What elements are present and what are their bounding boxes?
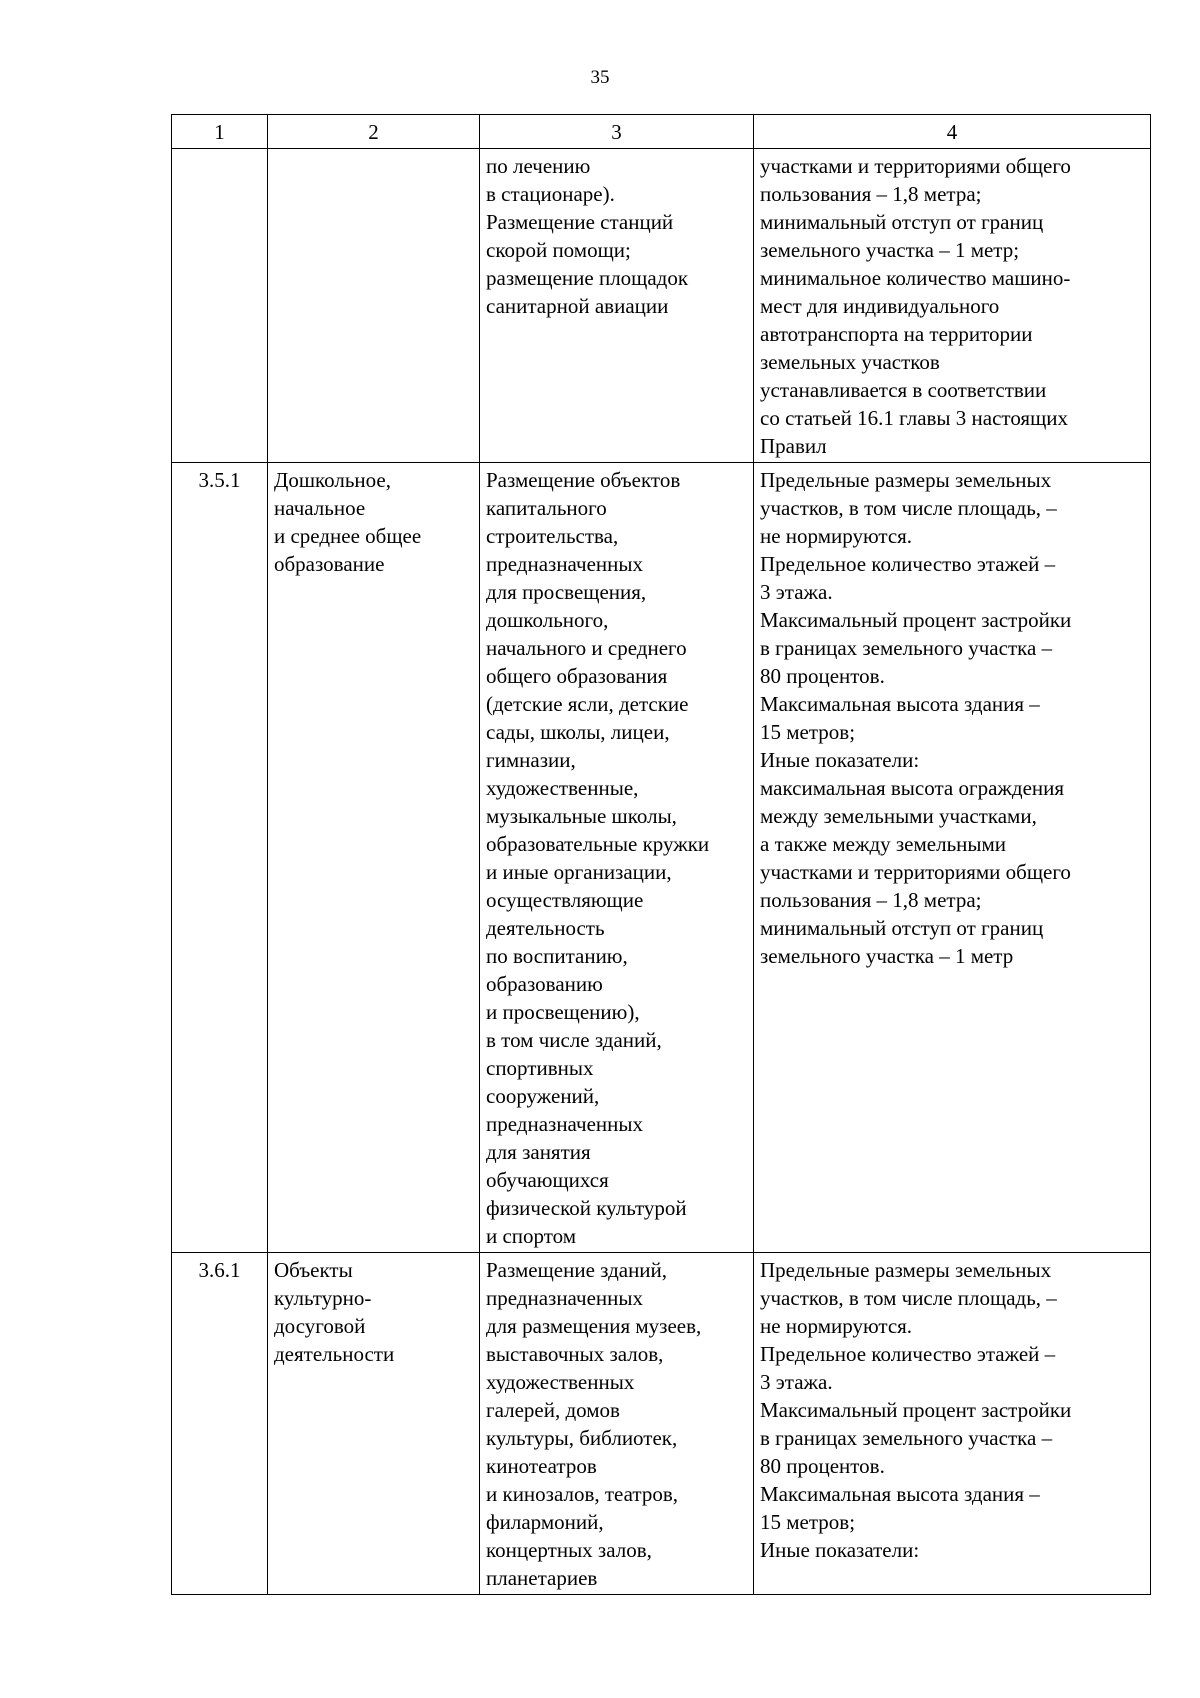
table-row xyxy=(172,1253,1151,1595)
description-line: предназначенных xyxy=(486,1286,644,1310)
description-line: образовательные кружки xyxy=(486,832,710,856)
description-line: кинотеатров xyxy=(486,1454,597,1478)
description-line: для просвещения, xyxy=(486,580,647,604)
parameter-line: Правил xyxy=(760,434,827,458)
description-line: в стационаре). xyxy=(486,182,615,206)
parameter-line: мест для индивидуального xyxy=(760,294,1000,318)
parameter-line: Максимальная высота здания – xyxy=(760,692,1040,716)
row-description-cell xyxy=(480,463,754,1253)
parameter-line: максимальная высота ограждения xyxy=(760,776,1065,800)
description-line: физической культурой xyxy=(486,1196,687,1220)
row-parameters-cell xyxy=(754,1253,1151,1595)
parameter-line: пользования – 1,8 метра; xyxy=(760,182,982,206)
parameter-line: Предельные размеры земельных xyxy=(760,1258,1052,1282)
description-line: и кинозалов, театров, xyxy=(486,1482,678,1506)
parameter-line: Максимальный процент застройки xyxy=(760,608,1072,632)
row-parameters-cell xyxy=(754,149,1151,463)
parameter-line: 3 этажа. xyxy=(760,1370,833,1394)
row-name-cell xyxy=(268,149,480,463)
parameter-line: минимальный отступ от границ xyxy=(760,210,1044,234)
description-line: для занятия xyxy=(486,1140,591,1164)
parameter-line: участками и территориями общего xyxy=(760,154,1071,178)
header-col-2: 2 xyxy=(268,115,480,149)
parameter-line: Предельные размеры земельных xyxy=(760,468,1052,492)
description-line: по лечению xyxy=(486,154,591,178)
description-line: для размещения музеев, xyxy=(486,1314,702,1338)
parameter-line: земельного участка – 1 метр xyxy=(760,944,1014,968)
description-line: по воспитанию, xyxy=(486,944,628,968)
name-line: Дошкольное, xyxy=(274,468,391,492)
parameter-line: Предельное количество этажей – xyxy=(760,1342,1056,1366)
header-col-4: 4 xyxy=(754,115,1151,149)
name-line: культурно- xyxy=(274,1286,372,1310)
parameter-line: в границах земельного участка – xyxy=(760,636,1053,660)
description-line: общего образования xyxy=(486,664,668,688)
description-line: галерей, домов xyxy=(486,1398,620,1422)
parameter-line: 15 метров; xyxy=(760,1510,856,1534)
description-line: начального и среднего xyxy=(486,636,687,660)
row-description-cell xyxy=(480,149,754,463)
parameter-line: земельных участков xyxy=(760,350,940,374)
name-line: Объекты xyxy=(274,1258,353,1282)
description-line: музыкальные школы, xyxy=(486,804,677,828)
parameter-line: не нормируются. xyxy=(760,524,913,548)
name-line: начальное xyxy=(274,496,366,520)
description-line: предназначенных xyxy=(486,552,644,576)
row-name-cell xyxy=(268,463,480,1253)
name-line: досуговой xyxy=(274,1314,366,1338)
parameter-line: Иные показатели: xyxy=(760,748,920,772)
parameter-line: Максимальная высота здания – xyxy=(760,1482,1040,1506)
description-line: художественных xyxy=(486,1370,635,1394)
description-line: Размещение объектов xyxy=(486,468,681,492)
header-col-3: 3 xyxy=(480,115,754,149)
parameter-line: автотранспорта на территории xyxy=(760,322,1033,346)
table-row xyxy=(172,463,1151,1253)
parameter-line: со статьей 16.1 главы 3 настоящих xyxy=(760,406,1068,430)
name-line: и среднее общее xyxy=(274,524,422,548)
description-line: размещение площадок xyxy=(486,266,689,290)
description-line: и иные организации, xyxy=(486,860,672,884)
description-line: деятельность xyxy=(486,916,605,940)
table-row xyxy=(172,149,1151,463)
header-row xyxy=(172,115,1151,149)
parameter-line: Предельное количество этажей – xyxy=(760,552,1056,576)
description-line: филармоний, xyxy=(486,1510,604,1534)
description-line: осуществляющие xyxy=(486,888,644,912)
parameter-line: Иные показатели: xyxy=(760,1538,920,1562)
description-line: строительства, xyxy=(486,524,619,548)
parameter-line: в границах земельного участка – xyxy=(760,1426,1053,1450)
description-line: дошкольного, xyxy=(486,608,609,632)
row-code-cell: 3.5.1 xyxy=(172,463,268,1253)
description-line: спортивных xyxy=(486,1056,594,1080)
description-line: культуры, библиотек, xyxy=(486,1426,678,1450)
header-col-1: 1 xyxy=(172,115,268,149)
description-line: капитального xyxy=(486,496,607,520)
description-line: предназначенных xyxy=(486,1112,644,1136)
parameter-line: 80 процентов. xyxy=(760,664,885,688)
description-line: концертных залов, xyxy=(486,1538,652,1562)
row-description-cell xyxy=(480,1253,754,1595)
row-parameters-cell xyxy=(754,463,1151,1253)
description-line: скорой помощи; xyxy=(486,238,631,262)
description-line: выставочных залов, xyxy=(486,1342,664,1366)
parameter-line: минимальное количество машино- xyxy=(760,266,1071,290)
name-line: образование xyxy=(274,552,385,576)
description-line: и спортом xyxy=(486,1224,577,1248)
description-line: сооружений, xyxy=(486,1084,600,1108)
row-code-cell xyxy=(172,149,268,463)
description-line: в том числе зданий, xyxy=(486,1028,662,1052)
parameter-line: пользования – 1,8 метра; xyxy=(760,888,982,912)
parameter-line: 3 этажа. xyxy=(760,580,833,604)
description-line: (детские ясли, детские xyxy=(486,692,689,716)
parameter-line: между земельными участками, xyxy=(760,804,1037,828)
parameter-line: не нормируются. xyxy=(760,1314,913,1338)
description-line: художественные, xyxy=(486,776,639,800)
zoning-table xyxy=(171,114,1151,1595)
description-line: образованию xyxy=(486,972,603,996)
row-name-cell xyxy=(268,1253,480,1595)
table-body xyxy=(172,149,1151,1595)
parameter-line: участками и территориями общего xyxy=(760,860,1071,884)
description-line: и просвещению), xyxy=(486,1000,640,1024)
parameter-line: участков, в том числе площадь, – xyxy=(760,496,1057,520)
parameter-line: 15 метров; xyxy=(760,720,856,744)
page-number: 35 xyxy=(590,67,610,88)
description-line: Размещение зданий, xyxy=(486,1258,668,1282)
parameter-line: устанавливается в соответствии xyxy=(760,378,1047,402)
description-line: гимназии, xyxy=(486,748,576,772)
parameter-line: участков, в том числе площадь, – xyxy=(760,1286,1057,1310)
name-line: деятельности xyxy=(274,1342,395,1366)
description-line: сады, школы, лицеи, xyxy=(486,720,670,744)
parameter-line: минимальный отступ от границ xyxy=(760,916,1044,940)
parameter-line: а также между земельными xyxy=(760,832,1007,856)
description-line: обучающихся xyxy=(486,1168,609,1192)
description-line: санитарной авиации xyxy=(486,294,669,318)
parameter-line: Максимальный процент застройки xyxy=(760,1398,1072,1422)
parameter-line: земельного участка – 1 метр; xyxy=(760,238,1020,262)
description-line: Размещение станций xyxy=(486,210,674,234)
parameter-line: 80 процентов. xyxy=(760,1454,885,1478)
description-line: планетариев xyxy=(486,1566,598,1590)
row-code-cell: 3.6.1 xyxy=(172,1253,268,1595)
